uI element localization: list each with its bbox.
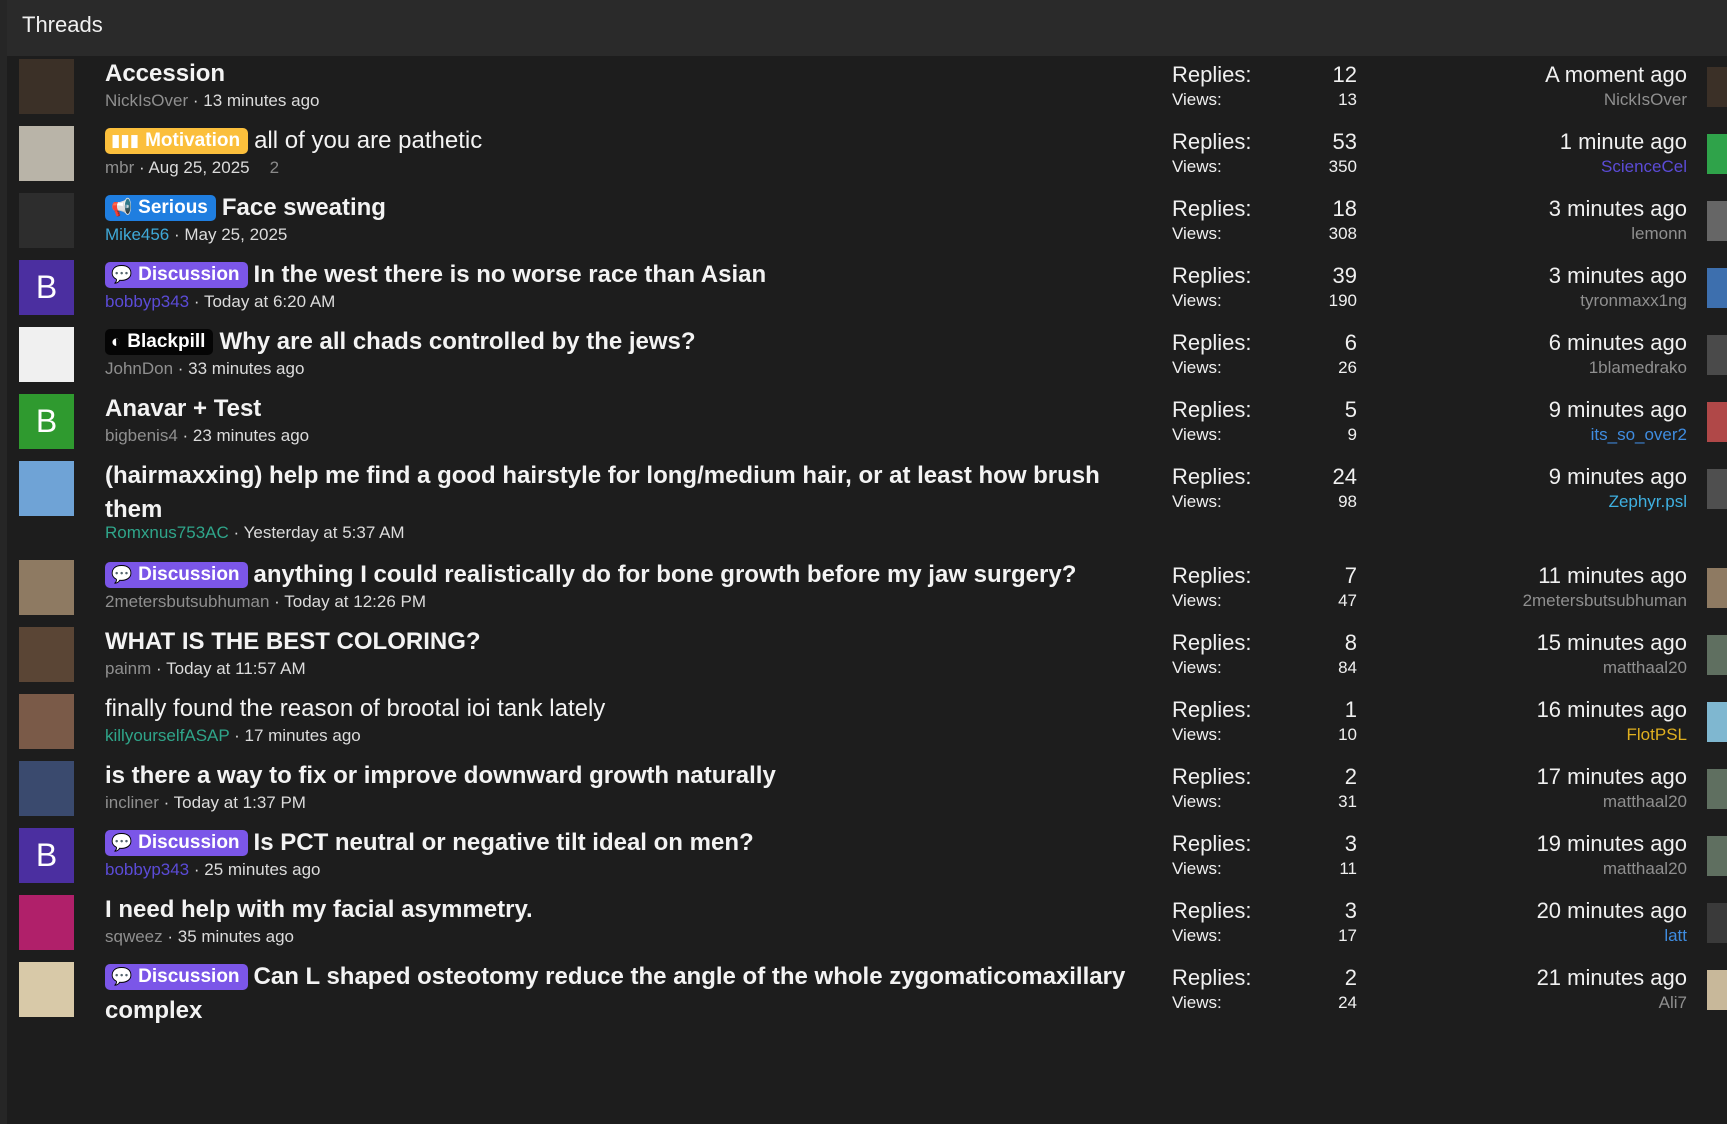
- thread-date[interactable]: Aug 25, 2025: [148, 158, 250, 177]
- last-post-avatar[interactable]: [1707, 201, 1727, 241]
- thread-date[interactable]: 33 minutes ago: [188, 359, 305, 378]
- last-post-time[interactable]: 17 minutes ago: [1536, 764, 1687, 789]
- thread-meta: [105, 90, 319, 112]
- thread-date[interactable]: Today at 11:57 AM: [166, 659, 306, 678]
- last-post-time[interactable]: 11 minutes ago: [1538, 563, 1687, 588]
- user-avatar[interactable]: [19, 461, 74, 516]
- meta-separator: ·: [229, 726, 245, 745]
- thread-title[interactable]: [105, 625, 1135, 659]
- views-count: 98: [1338, 492, 1357, 511]
- thread-prefix-discussion[interactable]: [105, 562, 248, 588]
- thread-meta: [105, 291, 335, 313]
- thread-author[interactable]: NickIsOver: [105, 91, 189, 110]
- replies-count: 3: [1344, 898, 1357, 923]
- thread-title-text[interactable]: all of you are pathetic: [254, 127, 483, 154]
- thread-title[interactable]: [105, 692, 1135, 726]
- chat-bubbles-icon: 💬: [111, 967, 133, 986]
- last-post-user[interactable]: latt: [1664, 926, 1687, 945]
- last-post-time[interactable]: 19 minutes ago: [1536, 831, 1687, 856]
- last-post-time[interactable]: 15 minutes ago: [1536, 630, 1687, 655]
- meta-separator: ·: [269, 592, 285, 611]
- views-label: Views:: [1172, 358, 1222, 377]
- user-avatar[interactable]: [19, 627, 74, 682]
- last-post-avatar[interactable]: [1707, 702, 1727, 742]
- thread-author[interactable]: mbr: [105, 158, 135, 177]
- last-post-user[interactable]: tyronmaxx1ng: [1580, 291, 1687, 310]
- views-label: Views:: [1172, 425, 1222, 444]
- user-avatar[interactable]: [19, 126, 74, 181]
- replies-count: 8: [1344, 630, 1357, 655]
- views-label: Views:: [1172, 591, 1222, 610]
- views-count: 31: [1338, 792, 1357, 811]
- meta-separator: ·: [162, 927, 178, 946]
- views-label: Views:: [1172, 792, 1222, 811]
- views-count: 11: [1339, 859, 1357, 878]
- thread-meta: [105, 522, 405, 544]
- prefix-label: Serious: [138, 197, 208, 218]
- thread-date[interactable]: Yesterday at 5:37 AM: [243, 523, 405, 542]
- meta-separator: ·: [177, 426, 193, 445]
- thread-prefix-motivation[interactable]: [105, 128, 248, 154]
- last-post-avatar[interactable]: [1707, 134, 1727, 174]
- replies-label: Replies:: [1172, 330, 1252, 355]
- user-avatar[interactable]: B: [19, 260, 74, 315]
- thread-title-text[interactable]: WHAT IS THE BEST COLORING?: [105, 628, 481, 655]
- user-avatar[interactable]: [19, 560, 74, 615]
- thread-title-text[interactable]: anything I could realistically do for bone growth before my jaw surgery?: [253, 561, 1077, 588]
- thread-title[interactable]: [105, 826, 1135, 860]
- replies-count: 12: [1332, 62, 1357, 87]
- thread-meta: [105, 157, 279, 179]
- thread-page-link[interactable]: 2: [269, 158, 280, 177]
- views-count: 26: [1338, 358, 1357, 377]
- last-post-user[interactable]: matthaal20: [1602, 658, 1687, 677]
- user-avatar[interactable]: [19, 694, 74, 749]
- user-avatar[interactable]: [19, 327, 74, 382]
- thread-meta: [105, 358, 304, 380]
- thread-author[interactable]: killyourselfASAP: [105, 726, 230, 745]
- views-count: 47: [1338, 591, 1357, 610]
- replies-count: 7: [1344, 563, 1357, 588]
- thread-row: [7, 558, 1727, 625]
- thread-author[interactable]: painm: [105, 659, 152, 678]
- replies-label: Replies:: [1172, 563, 1252, 588]
- threads-header: [7, 0, 1727, 56]
- last-post-avatar[interactable]: [1707, 268, 1727, 308]
- thread-date[interactable]: May 25, 2025: [184, 225, 288, 244]
- replies-count: 53: [1332, 129, 1357, 154]
- thread-title-text[interactable]: Why are all chads controlled by the jews?: [219, 328, 696, 355]
- prefix-label: Motivation: [145, 130, 241, 151]
- thread-author[interactable]: bobbyp343: [105, 860, 190, 879]
- thread-title-text[interactable]: Accession: [105, 60, 226, 87]
- thread-date[interactable]: 17 minutes ago: [244, 726, 361, 745]
- views-count: 9: [1347, 425, 1357, 444]
- last-post-avatar[interactable]: [1707, 635, 1727, 675]
- meta-separator: ·: [173, 359, 189, 378]
- last-post-time[interactable]: 3 minutes ago: [1548, 196, 1687, 221]
- thread-meta: [105, 926, 294, 948]
- thread-title-text[interactable]: finally found the reason of brootal ioi tank lately: [105, 695, 606, 722]
- meta-separator: ·: [189, 292, 204, 311]
- thread-title[interactable]: [105, 325, 1135, 359]
- last-post-avatar[interactable]: [1707, 568, 1727, 608]
- thread-title[interactable]: [105, 893, 1135, 927]
- thread-author[interactable]: bigbenis4: [105, 426, 178, 445]
- views-count: 308: [1328, 224, 1357, 243]
- thread-row: [7, 392, 1727, 459]
- last-post-user[interactable]: its_so_over2: [1590, 425, 1687, 444]
- thread-row: [7, 325, 1727, 392]
- meta-separator: ·: [189, 860, 205, 879]
- replies-label: Replies:: [1172, 630, 1252, 655]
- thread-meta: [105, 425, 309, 447]
- last-post-avatar[interactable]: [1707, 335, 1727, 375]
- thread-row: [7, 124, 1727, 191]
- replies-count: 24: [1332, 464, 1357, 489]
- last-post-user[interactable]: matthaal20: [1602, 859, 1687, 878]
- thread-author[interactable]: Romxnus753AC: [105, 523, 229, 542]
- views-count: 10: [1338, 725, 1357, 744]
- thread-meta: [105, 224, 287, 246]
- meta-separator: ·: [151, 659, 167, 678]
- meta-separator: ·: [228, 523, 244, 542]
- last-post-user[interactable]: NickIsOver: [1603, 90, 1687, 109]
- last-post-time[interactable]: 6 minutes ago: [1548, 330, 1687, 355]
- thread-row: [7, 57, 1727, 124]
- replies-count: 3: [1344, 831, 1357, 856]
- last-post-user[interactable]: lemonn: [1631, 224, 1687, 243]
- thread-date[interactable]: Today at 6:20 AM: [203, 292, 336, 311]
- last-post-user[interactable]: ScienceCel: [1601, 157, 1687, 176]
- user-avatar[interactable]: [19, 761, 74, 816]
- chat-bubbles-icon: 💬: [111, 833, 133, 852]
- user-avatar[interactable]: [19, 962, 74, 1017]
- replies-count: 1: [1344, 697, 1357, 722]
- replies-count: 6: [1344, 330, 1357, 355]
- thread-title[interactable]: [105, 960, 1135, 1028]
- meta-separator: ·: [134, 158, 149, 177]
- last-post-user[interactable]: 2metersbutsubhuman: [1522, 591, 1687, 610]
- last-post-time[interactable]: 1 minute ago: [1559, 129, 1687, 154]
- user-avatar[interactable]: [19, 59, 74, 114]
- mask-icon: ◐: [111, 332, 122, 351]
- replies-label: Replies:: [1172, 831, 1252, 856]
- last-post-user[interactable]: matthaal20: [1602, 792, 1687, 811]
- replies-label: Replies:: [1172, 129, 1252, 154]
- last-post-user[interactable]: 1blamedrako: [1588, 358, 1687, 377]
- views-label: Views:: [1172, 157, 1222, 176]
- thread-title-text[interactable]: (hairmaxxing) help me find a good hairstyle for long/medium hair, or at least how brush them: [105, 462, 1100, 523]
- thread-date[interactable]: 35 minutes ago: [177, 927, 294, 946]
- thread-author[interactable]: incliner: [105, 793, 159, 812]
- last-post-avatar[interactable]: [1707, 836, 1727, 876]
- thread-row: [7, 960, 1727, 1059]
- thread-title-text[interactable]: Face sweating: [221, 194, 386, 221]
- thread-row: [7, 258, 1727, 325]
- last-post-user[interactable]: FlotPSL: [1626, 725, 1687, 744]
- replies-count: 18: [1332, 196, 1357, 221]
- last-post-time[interactable]: A moment ago: [1545, 62, 1687, 87]
- user-avatar[interactable]: B: [19, 394, 74, 449]
- prefix-label: Blackpill: [127, 331, 206, 352]
- thread-prefix-discussion[interactable]: [105, 830, 248, 856]
- thread-date[interactable]: Today at 12:26 PM: [284, 592, 427, 611]
- meta-separator: ·: [158, 793, 174, 812]
- thread-meta: [105, 591, 426, 613]
- views-label: Views:: [1172, 993, 1222, 1012]
- last-post-time[interactable]: 3 minutes ago: [1548, 263, 1687, 288]
- thread-title-text[interactable]: Can L shaped osteotomy reduce the angle of the whole zygomaticomaxillary complex: [105, 963, 1126, 1024]
- thread-title-text[interactable]: In the west there is no worse race than Asian: [253, 261, 767, 288]
- last-post-time[interactable]: 16 minutes ago: [1536, 697, 1687, 722]
- last-post-user[interactable]: Zephyr.psl: [1608, 492, 1687, 511]
- thread-row: [7, 692, 1727, 759]
- views-label: Views:: [1172, 492, 1222, 511]
- thread-title[interactable]: [105, 392, 1135, 426]
- thread-meta: [105, 725, 361, 747]
- views-count: 350: [1328, 157, 1357, 176]
- replies-label: Replies:: [1172, 62, 1252, 87]
- thread-prefix-discussion[interactable]: [105, 262, 248, 288]
- megaphone-icon: 📢: [111, 198, 133, 217]
- chat-bubbles-icon: 💬: [111, 265, 133, 284]
- views-count: 24: [1338, 993, 1357, 1012]
- last-post-time[interactable]: 9 minutes ago: [1548, 397, 1687, 422]
- meta-separator: ·: [188, 91, 204, 110]
- replies-label: Replies:: [1172, 764, 1252, 789]
- views-count: 190: [1328, 291, 1357, 310]
- thread-title[interactable]: [105, 57, 1135, 91]
- chat-bubbles-icon: 💬: [111, 565, 133, 584]
- prefix-label: Discussion: [138, 966, 240, 987]
- last-post-avatar[interactable]: [1707, 769, 1727, 809]
- meta-separator: ·: [169, 225, 185, 244]
- thread-author[interactable]: sqweez: [105, 927, 163, 946]
- views-label: Views:: [1172, 725, 1222, 744]
- thread-prefix-blackpill[interactable]: [105, 329, 213, 355]
- replies-label: Replies:: [1172, 697, 1252, 722]
- replies-count: 2: [1344, 965, 1357, 990]
- thread-date[interactable]: Today at 1:37 PM: [173, 793, 306, 812]
- views-count: 13: [1338, 90, 1357, 109]
- thread-meta: [105, 859, 321, 881]
- last-post-avatar[interactable]: [1707, 970, 1727, 1010]
- thread-title[interactable]: [105, 258, 1135, 292]
- last-post-avatar[interactable]: [1707, 402, 1727, 442]
- thread-title[interactable]: [105, 759, 1135, 793]
- thread-title-text[interactable]: Anavar + Test: [105, 395, 262, 422]
- user-avatar[interactable]: [19, 895, 74, 950]
- thread-row: [7, 459, 1727, 558]
- thread-title[interactable]: [105, 459, 1135, 527]
- thread-author[interactable]: Mike456: [105, 225, 170, 244]
- thread-date[interactable]: 23 minutes ago: [192, 426, 310, 445]
- thread-row: [7, 191, 1727, 258]
- thread-row: [7, 826, 1727, 893]
- thread-meta: [105, 658, 306, 680]
- last-post-avatar[interactable]: [1707, 903, 1727, 943]
- views-label: Views:: [1172, 224, 1222, 243]
- thread-author[interactable]: JohnDon: [105, 359, 174, 378]
- thread-title[interactable]: [105, 558, 1135, 592]
- thread-title[interactable]: [105, 191, 1135, 225]
- header-title: Threads: [22, 12, 103, 37]
- thread-row: [7, 893, 1727, 960]
- prefix-label: Discussion: [138, 564, 240, 585]
- thread-title[interactable]: [105, 124, 1135, 158]
- replies-label: Replies:: [1172, 397, 1252, 422]
- last-post-time[interactable]: 21 minutes ago: [1536, 965, 1687, 990]
- left-gutter: [0, 0, 7, 1124]
- prefix-label: Discussion: [138, 264, 240, 285]
- replies-label: Replies:: [1172, 196, 1252, 221]
- last-post-time[interactable]: 9 minutes ago: [1548, 464, 1687, 489]
- thread-author[interactable]: bobbyp343: [105, 292, 190, 311]
- replies-count: 39: [1332, 263, 1357, 288]
- replies-label: Replies:: [1172, 898, 1252, 923]
- replies-count: 5: [1344, 397, 1357, 422]
- replies-label: Replies:: [1172, 965, 1252, 990]
- last-post-user[interactable]: Ali7: [1658, 993, 1687, 1012]
- views-label: Views:: [1172, 90, 1222, 109]
- views-count: 84: [1338, 658, 1357, 677]
- thread-date[interactable]: 25 minutes ago: [204, 860, 321, 879]
- replies-count: 2: [1344, 764, 1357, 789]
- thread-title-text[interactable]: is there a way to fix or improve downward growth naturally: [105, 762, 776, 789]
- thread-prefix-discussion[interactable]: [105, 964, 248, 990]
- views-label: Views:: [1172, 859, 1222, 878]
- user-avatar[interactable]: [19, 193, 74, 248]
- views-label: Views:: [1172, 291, 1222, 310]
- thread-row: [7, 759, 1727, 826]
- thread-meta: [105, 792, 306, 814]
- dumbbell-icon: ▮▮▮: [111, 131, 140, 150]
- thread-title-text[interactable]: Is PCT neutral or negative tilt ideal on men?: [253, 829, 754, 856]
- prefix-label: Discussion: [138, 832, 240, 853]
- last-post-avatar[interactable]: [1707, 469, 1727, 509]
- thread-date[interactable]: 13 minutes ago: [203, 91, 320, 110]
- last-post-time[interactable]: 20 minutes ago: [1536, 898, 1687, 923]
- user-avatar[interactable]: B: [19, 828, 74, 883]
- thread-prefix-serious[interactable]: [105, 195, 216, 221]
- thread-author[interactable]: 2metersbutsubhuman: [105, 592, 270, 611]
- replies-label: Replies:: [1172, 263, 1252, 288]
- thread-title-text[interactable]: I need help with my facial asymmetry.: [105, 896, 533, 923]
- thread-row: [7, 625, 1727, 692]
- views-label: Views:: [1172, 658, 1222, 677]
- views-label: Views:: [1172, 926, 1222, 945]
- last-post-avatar[interactable]: [1707, 67, 1727, 107]
- views-count: 17: [1338, 926, 1357, 945]
- replies-label: Replies:: [1172, 464, 1252, 489]
